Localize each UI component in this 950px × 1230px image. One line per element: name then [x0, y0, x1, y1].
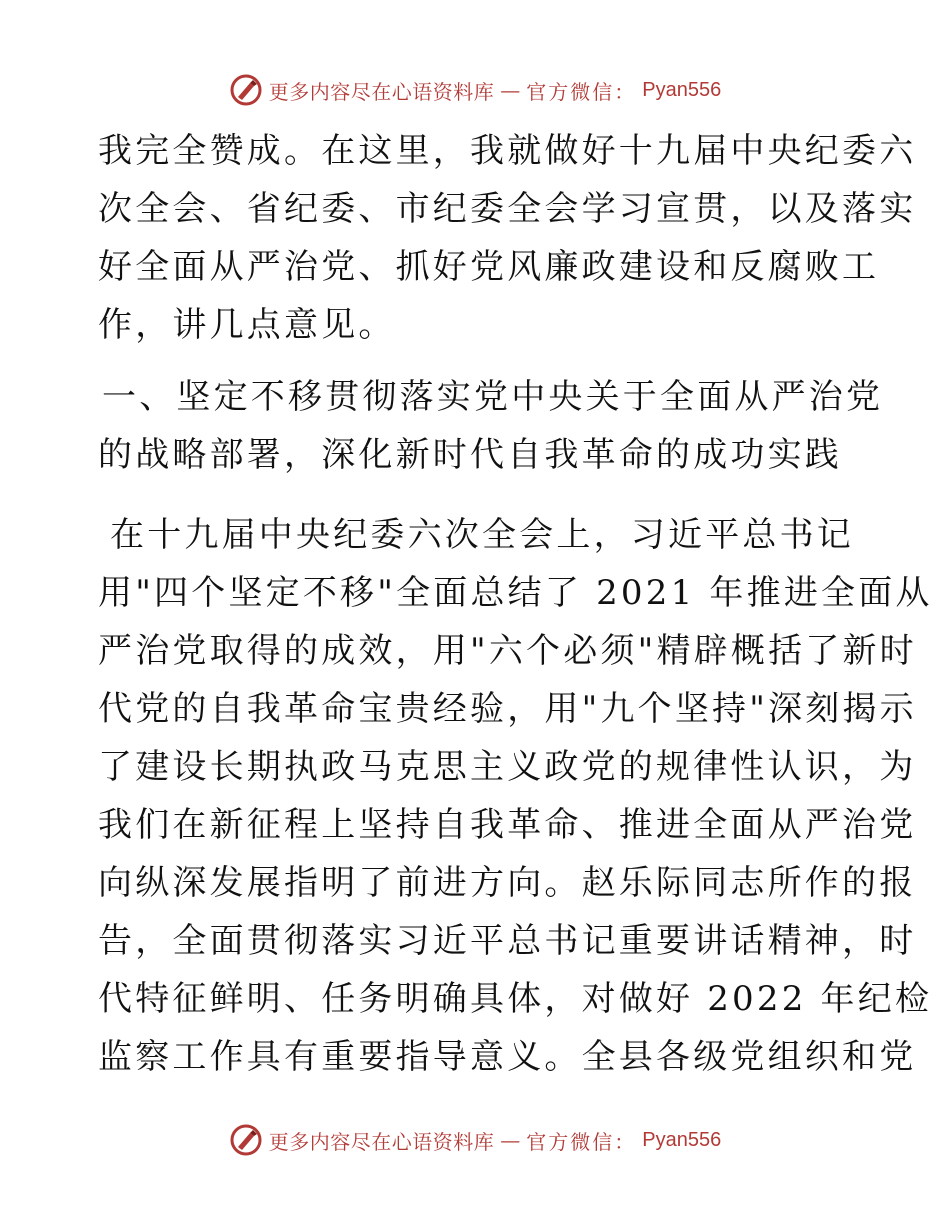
- header-watermark: [0, 70, 950, 110]
- text-line: 用"四个坚定不移"全面总结了 2021 年推进全面从: [98, 573, 933, 613]
- watermark-site-text: 更多内容尽在心语资料库: [268, 1129, 495, 1154]
- text-line: 我们在新征程上坚持自我革命、推进全面从严治党: [98, 805, 917, 845]
- text-line: 在十九届中央纪委六次全会上，习近平总书记: [110, 515, 854, 555]
- text-line: 告，全面贯彻落实习近平总书记重要讲话精神，时: [98, 921, 917, 961]
- text-line: 代特征鲜明、任务明确具体，对做好 2022 年纪检: [98, 979, 933, 1019]
- heading-line: 一、坚定不移贯彻落实党中央关于全面从严治党: [102, 377, 884, 417]
- text-line: 好全面从严治党、抓好党风廉政建设和反腐败工: [98, 247, 880, 287]
- watermark-official-label: 官方微信：: [526, 79, 637, 104]
- text-line: 次全会、省纪委、市纪委全会学习宣贯，以及落实: [98, 189, 917, 229]
- watermark-separator: —: [500, 78, 521, 102]
- text-line: 监察工作具有重要指导意义。全县各级党组织和党: [98, 1037, 917, 1077]
- paragraph-1: [98, 122, 917, 354]
- watermark-account: Pyan556: [642, 1128, 722, 1151]
- heading-line: 的战略部署，深化新时代自我革命的成功实践: [98, 435, 842, 475]
- text-line: 严治党取得的成效，用"六个必须"精辟概括了新时: [98, 631, 917, 671]
- text-line: 我完全赞成。在这里，我就做好十九届中央纪委六: [98, 131, 917, 171]
- watermark-account: Pyan556: [642, 78, 722, 101]
- pen-seal-icon: [229, 1123, 263, 1157]
- text-line: 代党的自我革命宝贵经验，用"九个坚持"深刻揭示: [98, 689, 917, 729]
- document-body: [98, 122, 933, 1086]
- footer-watermark: [0, 1120, 950, 1160]
- paragraph-2: [98, 506, 933, 1086]
- pen-seal-icon: [229, 73, 263, 107]
- watermark-site-text: 更多内容尽在心语资料库: [268, 79, 495, 104]
- watermark-separator: —: [500, 1128, 521, 1152]
- watermark-official-label: 官方微信：: [526, 1129, 637, 1154]
- text-line: 作，讲几点意见。: [98, 305, 396, 345]
- text-line: 了建设长期执政马克思主义政党的规律性认识，为: [98, 747, 917, 787]
- text-line: 向纵深发展指明了前进方向。赵乐际同志所作的报: [98, 863, 917, 903]
- section-heading-1: [98, 368, 884, 484]
